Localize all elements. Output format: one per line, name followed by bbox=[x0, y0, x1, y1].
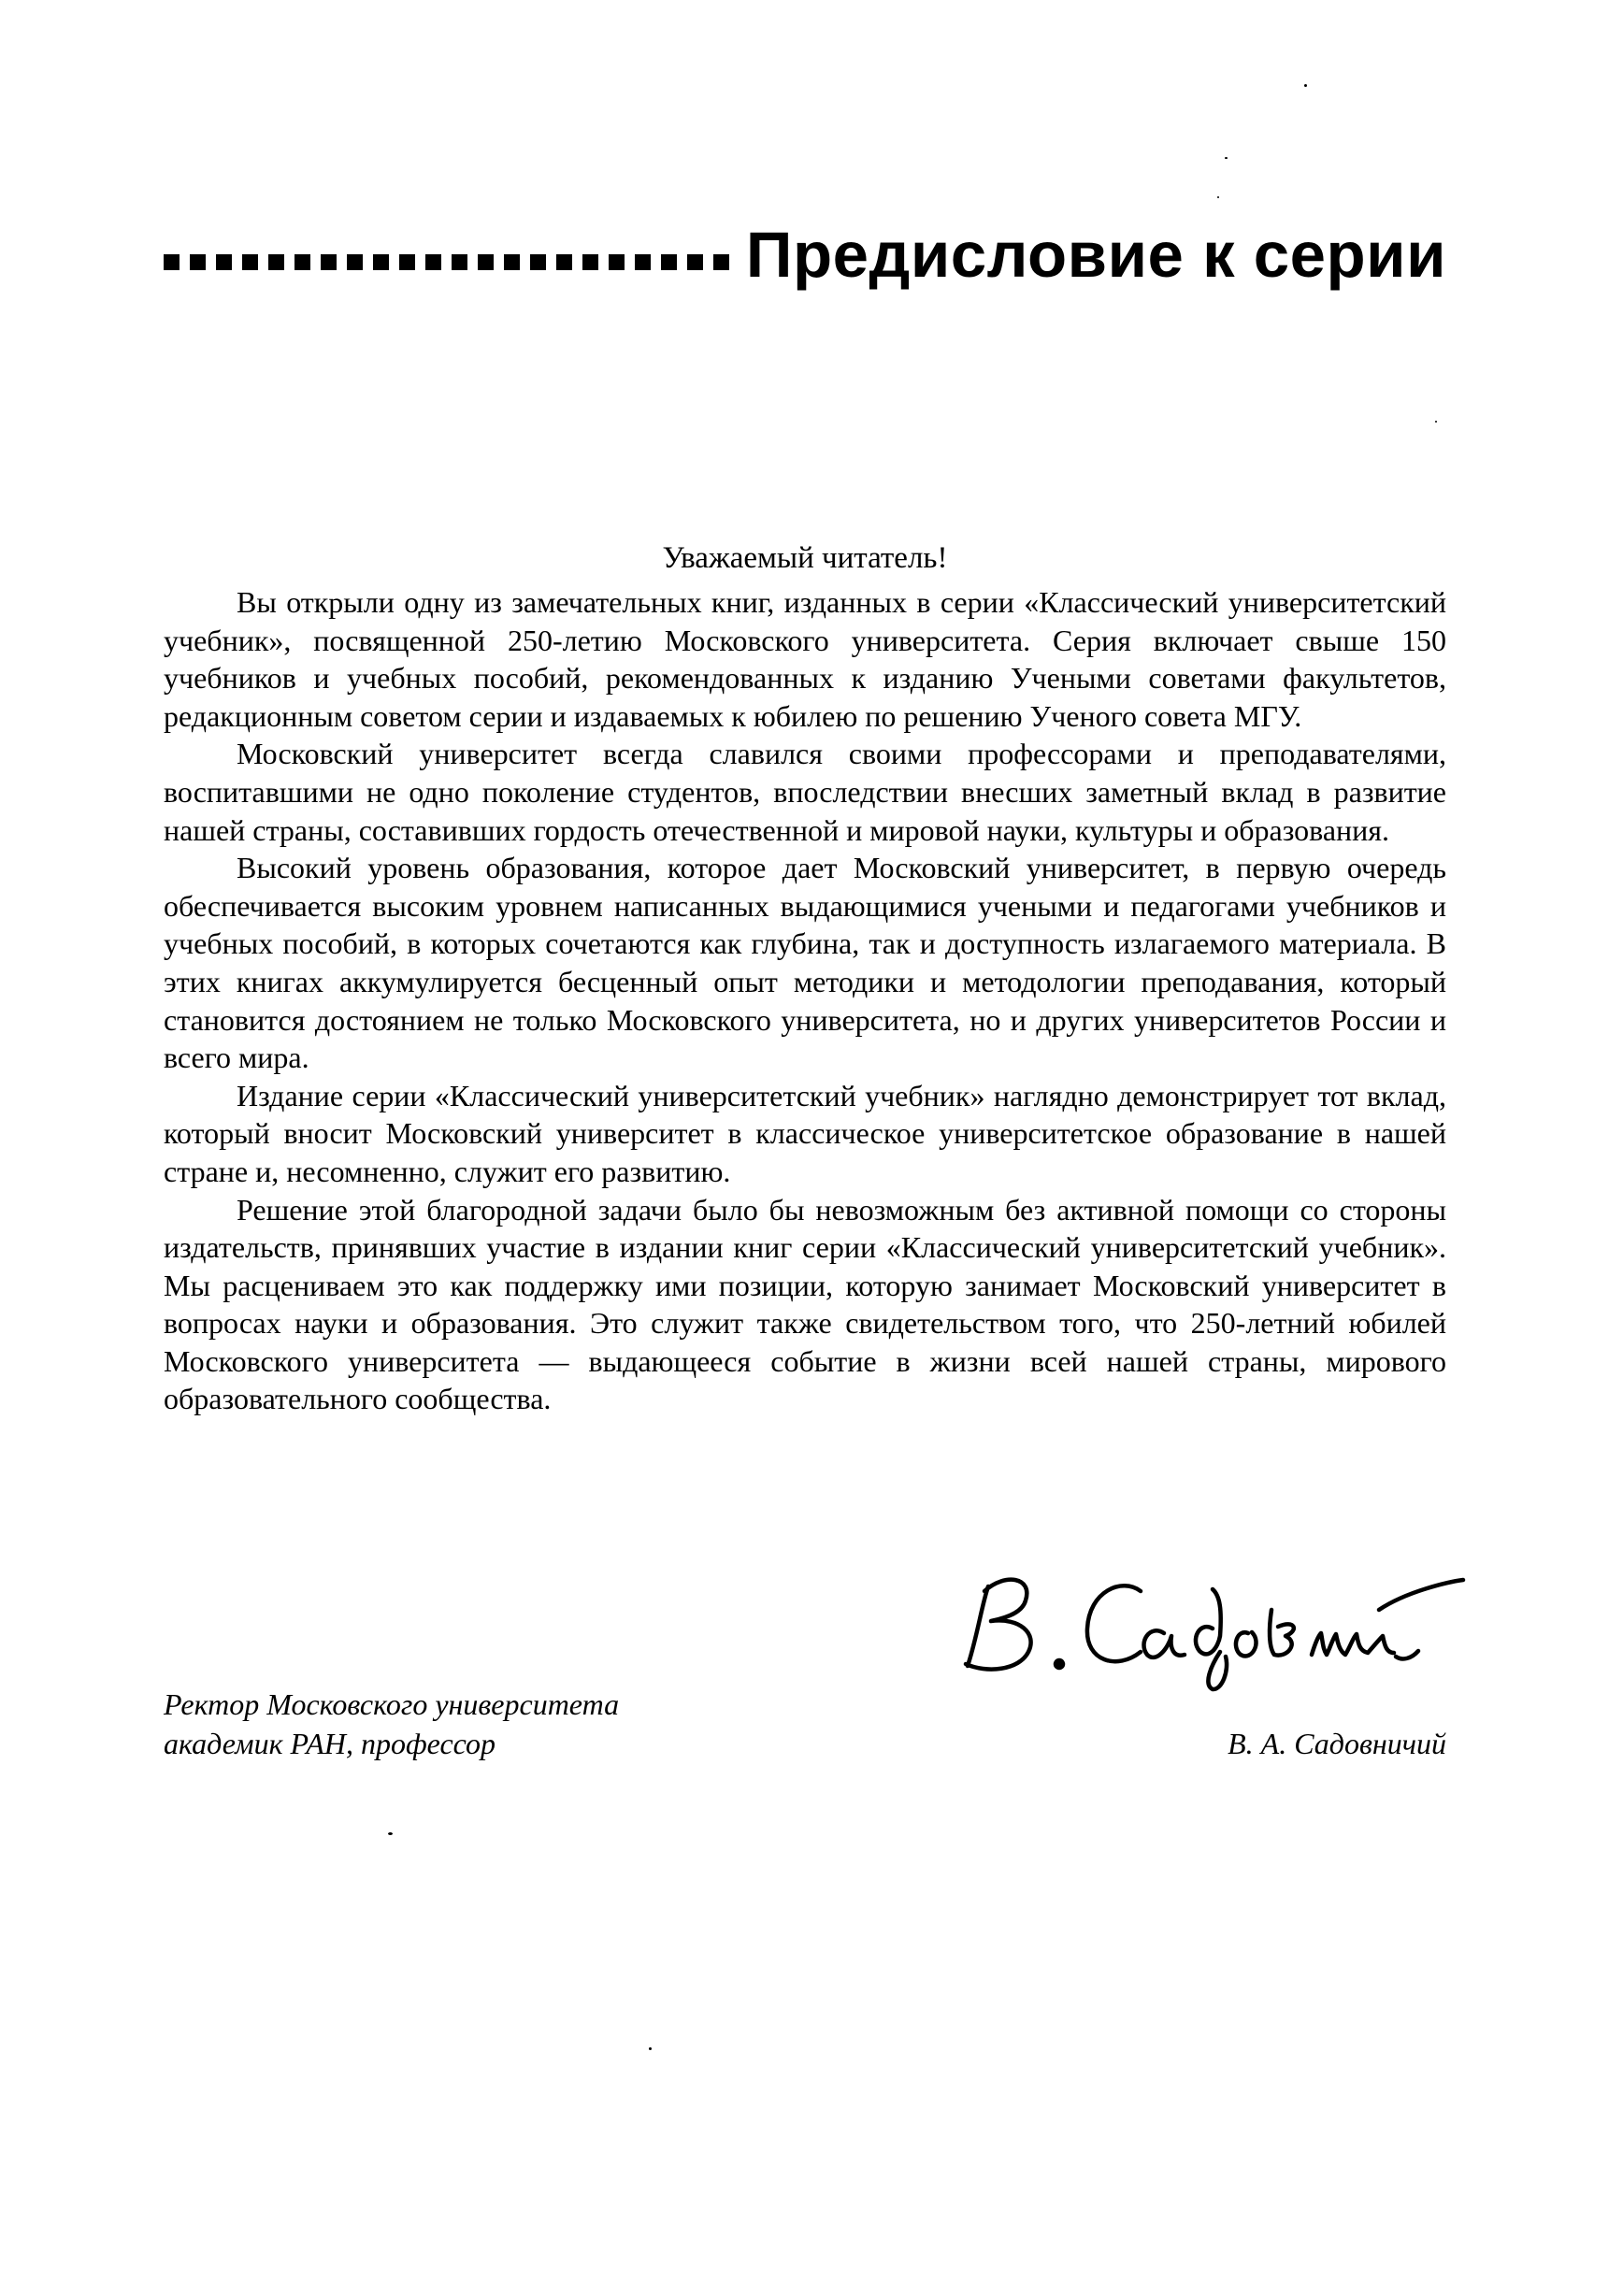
rector-title: Ректор Московского университета академик РАН, профессор bbox=[164, 1687, 620, 1760]
paragraph: Решение этой благородной задачи было бы невозможным без активной помощи со стороны издательств, принявших участие в издании книг серии «Классический университетский учебник». Мы расцениваем это как поддержку ими позиции, которую занимает Московский университет в вопросах науки и образования. Это служит также свидетельством того, что 250-летний юбилей Московского университета — выдающееся событие в жизни всей нашей страны, мирового образовательного сообщества. bbox=[164, 1192, 1446, 1416]
page-title: Предисловие к серии bbox=[745, 219, 1446, 291]
scan-speck bbox=[1225, 157, 1228, 159]
paragraph: Издание серии «Классический университетский учебник» наглядно демонстрирует тот вклад, который вносит Московский университет в классическое университетское образование в нашей стране и, несомненно, служит его развитию. bbox=[164, 1078, 1446, 1188]
section-header bbox=[164, 213, 1446, 297]
scan-speck bbox=[649, 2047, 652, 2050]
greeting: Уважаемый читатель! bbox=[662, 541, 948, 575]
signer-name: В. А. Садовничий bbox=[1228, 1727, 1446, 1760]
paragraph: Московский университет всегда славился своими профессорами и преподавателями, воспитавшими не одно поколение студентов, впоследствии внесших заметный вклад в развитие нашей страны, составивших гордость отечественной и мировой науки, культуры и образования. bbox=[164, 737, 1446, 847]
signature-block bbox=[164, 1554, 1446, 1759]
paragraph: Вы открыли одну из замечательных книг, изданных в серии «Классический университетский учебник», посвященной 250-летию Московского университета. Серия включает свыше 150 учебников и учебных пособий, рекомендованных к изданию Учеными советами факультетов, редакционным советом серии и издаваемых к юбилею по решению Ученого совета МГУ. bbox=[164, 585, 1446, 733]
paragraph: Высокий уровень образования, которое дает Московский университет, в первую очередь обеспечивается высоким уровнем написанных выдающимися учеными и педагогами учебников и учебных пособий, в которых сочетаются как глубина, так и доступность излагаемого материала. В этих книгах аккумулируется бесценный опыт методики и методологии преподавания, который становится достоянием не только Московского университета, но и других университетов России и всего мира. bbox=[164, 851, 1446, 1075]
scan-speck bbox=[388, 1832, 393, 1835]
scan-speck bbox=[1217, 196, 1219, 198]
scan-speck bbox=[1304, 84, 1307, 87]
dot-leader bbox=[164, 254, 729, 270]
scan-speck bbox=[1435, 421, 1437, 423]
handwritten-signature bbox=[940, 1554, 1463, 1694]
preface-body bbox=[164, 538, 1446, 1418]
